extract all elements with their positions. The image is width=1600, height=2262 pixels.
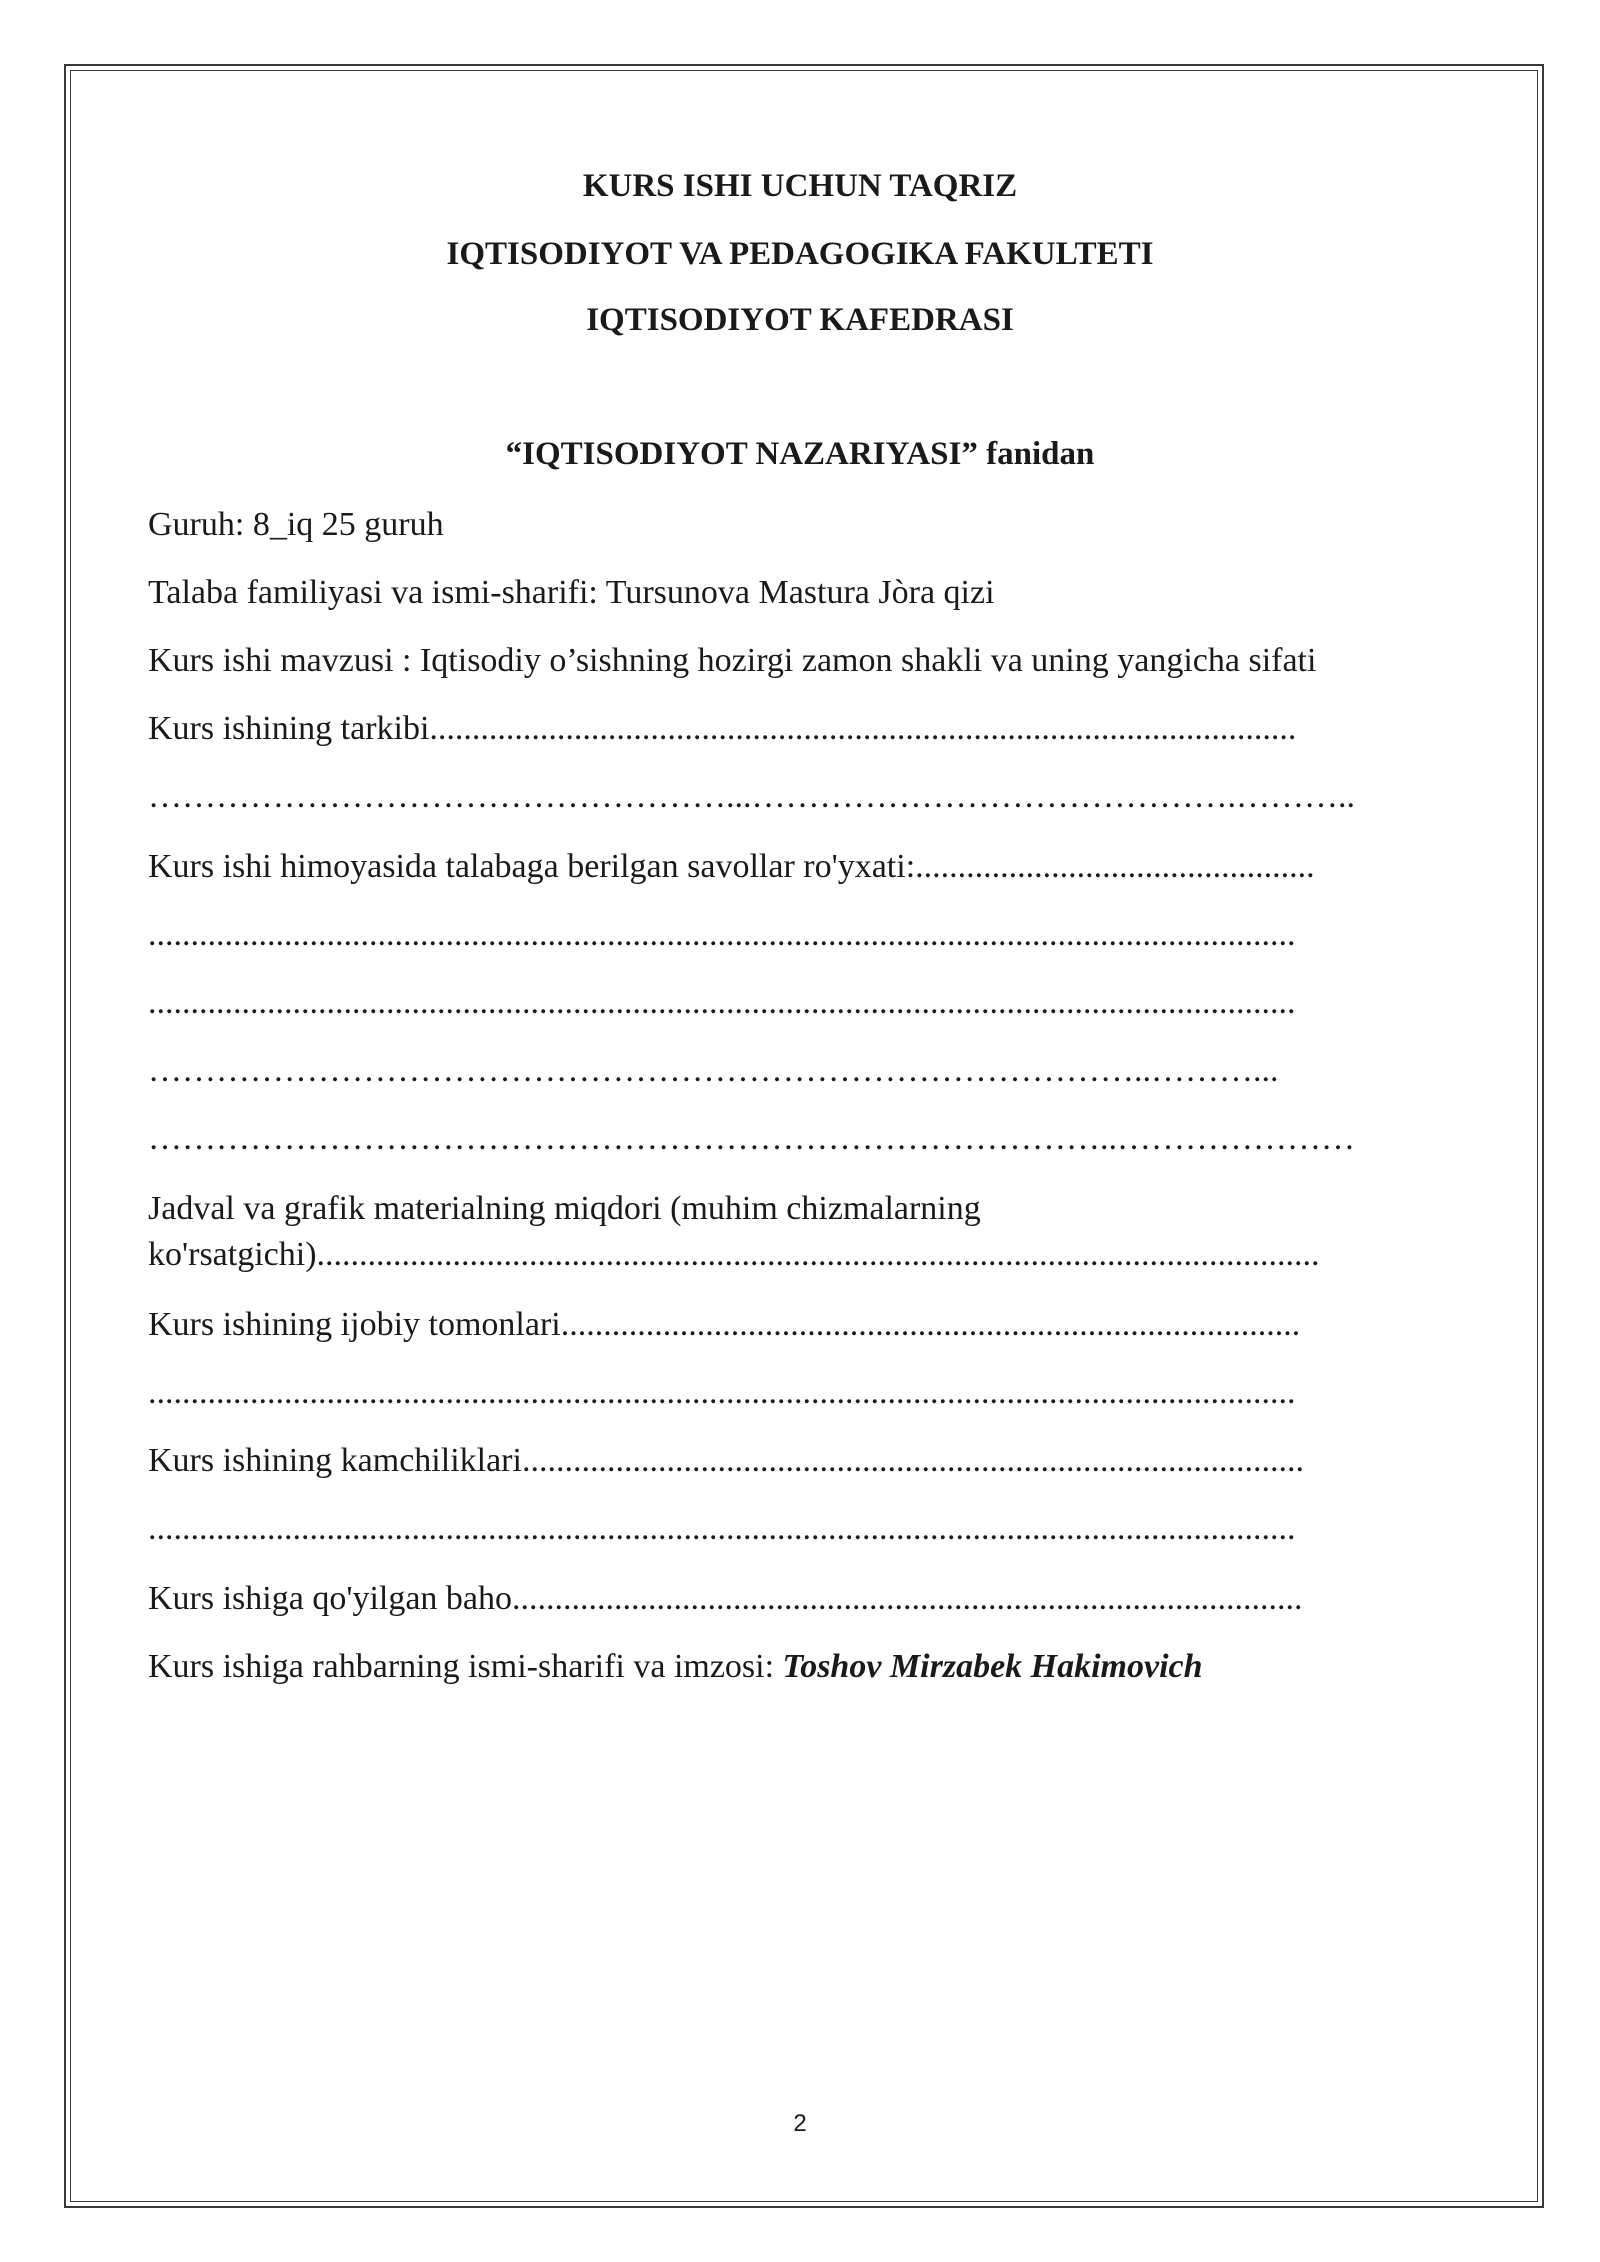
questions-fill-line-2: ....................................................................................................................................... [148, 984, 1296, 1021]
questions-fill-line-1: ....................................................................................................................................... [148, 916, 1296, 953]
questions-fill-line-3: ……………………………………………………………………………..………... [148, 1052, 1279, 1089]
tables-line-2: ko'rsatgichi)...................................................................................................................... [148, 1236, 1320, 1273]
supervisor-line [148, 1648, 1458, 1686]
grade-line: Kurs ishiga qo'yilgan baho............................................................................................. [148, 1580, 1303, 1617]
student-line: Talaba familiyasi va ismi-sharifi: Tursunova Mastura Jòra qizi [148, 574, 995, 611]
faculty-heading: IQTISODIYOT VA PEDAGOGIKA FAKULTETI [446, 236, 1154, 272]
questions-fill-line-4: …………………………………………………………………………..………………… [148, 1120, 1355, 1157]
document-title: KURS ISHI UCHUN TAQRIZ [582, 168, 1018, 204]
positives-line: Kurs ishining ijobiy tomonlari....................................................................................... [148, 1306, 1301, 1343]
tables-line-1: Jadval va grafik materialning miqdori (muhim chizmalarning [148, 1190, 981, 1227]
subject-heading: “IQTISODIYOT NAZARIYASI” fanidan [505, 436, 1095, 472]
supervisor-label: Kurs ishiga rahbarning ismi-sharifi va imzosi: [148, 1648, 783, 1685]
topic-line: Kurs ishi mavzusi : Iqtisodiy o’sishning hozirgi zamon shakli va uning yangicha sifati [148, 642, 1317, 679]
positives-fill-line: ....................................................................................................................................... [148, 1374, 1296, 1411]
page-number: 2 [793, 2110, 807, 2137]
supervisor-name: Toshov Mirzabek Hakimovich [782, 1648, 1203, 1685]
shortcomings-line: Kurs ishining kamchiliklari............................................................................................ [148, 1442, 1304, 1479]
questions-line: Kurs ishi himoyasida talabaga berilgan savollar ro'yxati:............................................... [148, 848, 1315, 885]
group-line: Guruh: 8_iq 25 guruh [148, 506, 444, 543]
structure-fill-line: ……………………………………………...…………………………………….……….. [148, 778, 1355, 815]
shortcomings-fill-line: ....................................................................................................................................... [148, 1510, 1296, 1547]
department-heading: IQTISODIYOT KAFEDRASI [586, 302, 1014, 338]
structure-line: Kurs ishining tarkibi...................................................................................................... [148, 710, 1297, 747]
